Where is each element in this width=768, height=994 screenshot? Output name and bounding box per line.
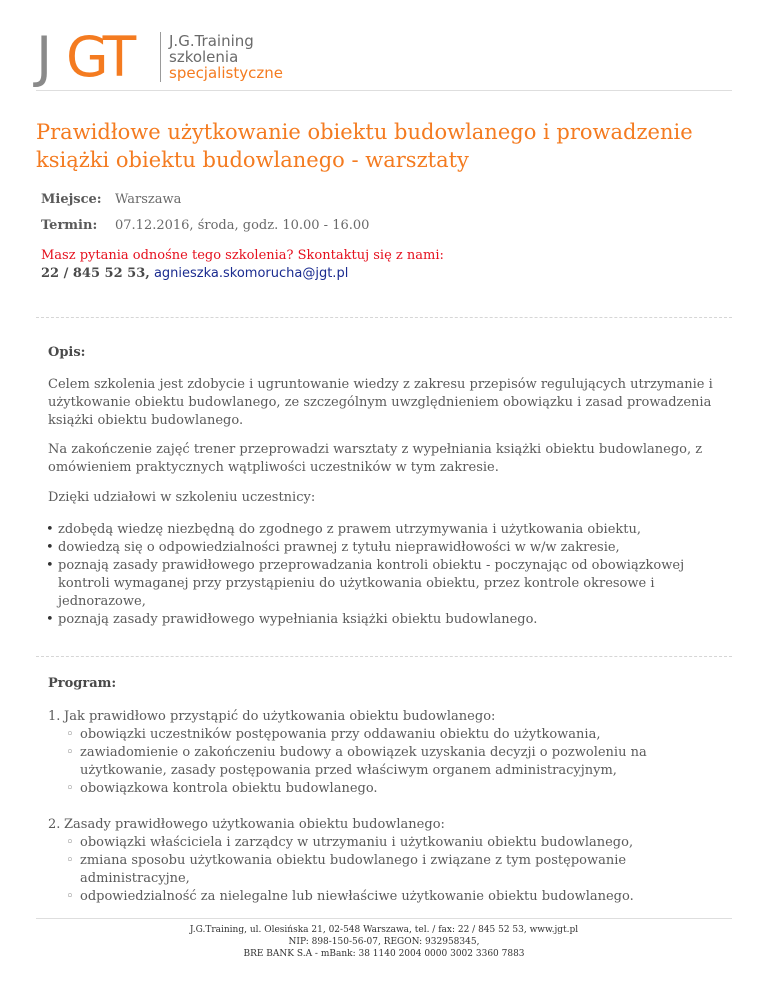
list-item: ◦ obowiązki uczestników postępowania przy oddawaniu obiektu do użytkowania, [68, 726, 728, 744]
list-item: • poznają zasady prawidłowego wypełniania książki obiektu budowlanego. [48, 611, 728, 629]
program-sublist [64, 834, 728, 906]
list-item: ◦ zawiadomienie o zakończeniu budowy a obowiązek uzyskania decyzji o pozwoleniu na użytkowanie, zasady postępowania przed właściwym organem administracyjnym, [68, 744, 728, 780]
list-item: ◦ obowiązki właściciela i zarządcy w utrzymaniu i użytkowaniu obiektu budowlanego, [68, 834, 728, 852]
footer-divider [36, 918, 732, 919]
footer-bank: BRE BANK S.A - mBank: 38 1140 2004 0000 3002 3360 7883 [243, 949, 525, 959]
description-paragraph-1: Celem szkolenia jest zdobycie i ugruntowanie wiedzy z zakresu przepisów regulujących utrzymanie i użytkowanie obiektu budowlanego, ze szczególnym uwzględnieniem obowiązku i zasad prowadzenia książki obiektu budowlanego. [48, 377, 713, 428]
meta-date-row [41, 212, 369, 238]
header-divider [36, 90, 732, 91]
program-item-number: 2. [48, 817, 61, 832]
list-item: ◦ odpowiedzialność za nielegalne lub niewłaściwe użytkowanie obiektu budowlanego. [68, 888, 728, 906]
logo-line-1: J.G.Training [169, 32, 254, 50]
section-divider [36, 656, 732, 657]
program-item [48, 816, 728, 906]
program-item [48, 708, 728, 798]
course-meta [41, 186, 369, 238]
footer-registry: NIP: 898-150-56-07, REGON: 932958345, [288, 937, 480, 947]
program-item-text: Zasady prawidłowego użytkowania obiektu budowlanego: [64, 817, 445, 832]
place-label: Miejsce: [41, 191, 102, 207]
program-item-number: 1. [48, 709, 61, 724]
logo-line-2: szkolenia [169, 48, 239, 66]
place-value: Warszawa [115, 191, 182, 207]
program-heading: Program: [48, 676, 117, 691]
page-footer [0, 924, 768, 960]
list-item: • zdobędą wiedzę niezbędną do zgodnego z prawem utrzymywania i użytkowania obiektu, [48, 521, 728, 539]
program-item-text: Jak prawidłowo przystąpić do użytkowania obiektu budowlanego: [64, 709, 496, 724]
list-item: • dowiedzą się o odpowiedzialności prawnej z tytułu nieprawidłowości w w/w zakresie, [48, 539, 728, 557]
list-item: ◦ obowiązkowa kontrola obiektu budowlanego. [68, 780, 728, 798]
company-logo[interactable] [36, 25, 283, 89]
contact-question: Masz pytania odnośne tego szkolenia? Skontaktuj się z nami: [41, 248, 444, 263]
list-item: • poznają zasady prawidłowego przeprowadzania kontroli obiektu - poczynając od obowiązkowej kontroli wymaganej przy przystąpieniu do użytkowania obiektu, przez kontrole okresowe i jednorazowe, [48, 557, 728, 611]
logo-mark-gt: GT [66, 25, 133, 89]
contact-email-link[interactable]: agnieszka.skomorucha@jgt.pl [153, 266, 349, 281]
description-paragraph-3: Dzięki udziałowi w szkoleniu uczestnicy: [48, 490, 316, 505]
footer-address: J.G.Training, ul. Olesińska 21, 02-548 Warszawa, tel. / fax: 22 / 845 52 53, www.jgt.pl [189, 925, 579, 935]
logo-mark [36, 25, 146, 89]
logo-separator [160, 32, 161, 82]
meta-place-row [41, 186, 369, 212]
logo-text [169, 33, 283, 81]
contact-box [41, 247, 444, 283]
logo-mark-j: J [36, 25, 49, 89]
list-item: ◦ zmiana sposobu użytkowania obiektu budowlanego i związane z tym postępowanie administracyjne, [68, 852, 728, 888]
contact-phone[interactable]: 22 / 845 52 53, [41, 266, 150, 281]
contact-line [41, 265, 444, 283]
description-heading: Opis: [48, 345, 86, 360]
page-title: Prawidłowe użytkowanie obiektu budowlanego i prowadzenie książki obiektu budowlanego - warsztaty [36, 120, 693, 172]
program-list [48, 708, 728, 924]
date-value: 07.12.2016, środa, godz. 10.00 - 16.00 [115, 217, 370, 233]
logo-line-3: specjalistyczne [169, 64, 283, 82]
description-paragraph-2: Na zakończenie zajęć trener przeprowadzi warsztaty z wypełniania książki obiektu budowlanego, z omówieniem praktycznych wątpliwości uczestników w tym zakresie. [48, 442, 703, 475]
section-divider [36, 317, 732, 318]
benefits-list [48, 521, 728, 629]
program-sublist [64, 726, 728, 798]
date-label: Termin: [41, 217, 98, 233]
